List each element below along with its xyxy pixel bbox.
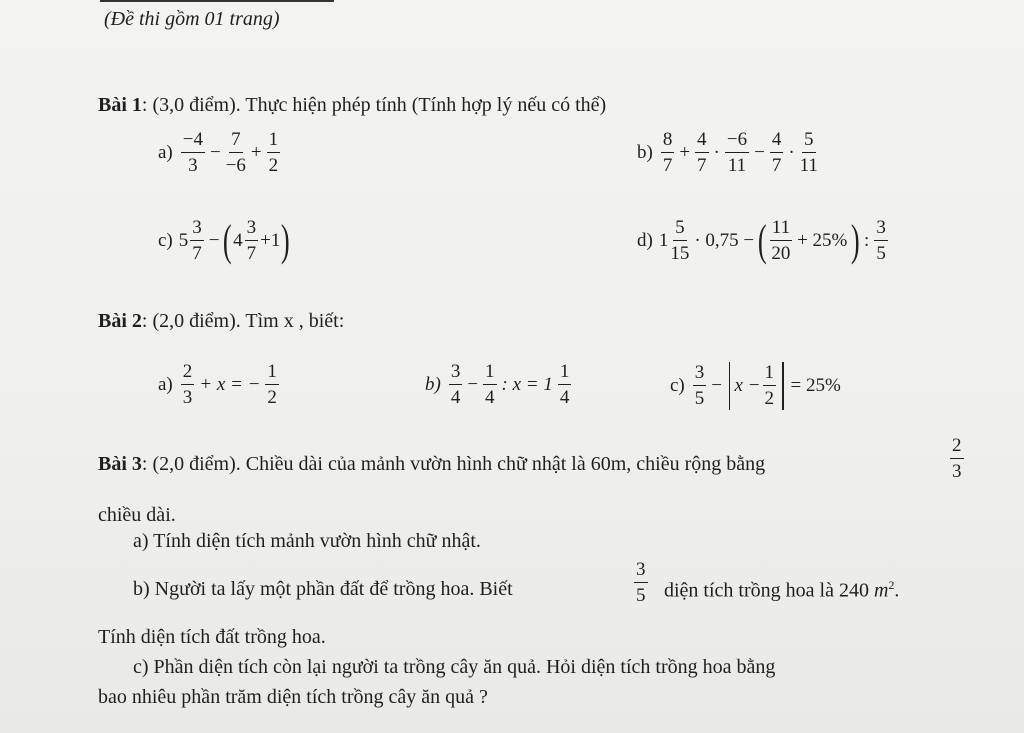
bai3-b-fraction [632, 560, 650, 606]
bai3-b-line2: Tính diện tích đất trồng hoa. [98, 626, 326, 648]
bai3-fraction [948, 436, 966, 482]
fraction: $\frac{1}{4}$ [559, 361, 570, 408]
fraction: $\frac{3}{5}$ [876, 217, 886, 264]
bai3-title-text: : (2,0 điểm). Chiều dài của mảnh vườn hình chữ nhật là 60m, chiều rộng bằng [141, 453, 766, 475]
bai1-a: a) $\frac{-4}{3}$ − $\frac{7}{-6}$ + $\frac{1}{2}$ [158, 129, 279, 176]
bai2-c: c) $\frac{3}{5}$ − x − $\frac{1}{2}$ = 25% [670, 362, 841, 409]
fraction: $\frac{2}{3}$ [952, 435, 962, 482]
fraction: $\frac{1}{2}$ [764, 362, 774, 409]
bai1-b-label: b) [637, 141, 653, 163]
bai3-c-line1: c) Phần diện tích còn lại người ta trồng cây ăn quả. Hỏi diện tích trồng hoa bằng [133, 656, 776, 678]
fraction: $\frac{3}{7}$ [192, 217, 202, 264]
bai1-label: Bài 1 [98, 94, 142, 116]
fraction: $\frac{3}{4}$ [450, 361, 461, 408]
fraction: $\frac{1}{2}$ [267, 361, 277, 408]
bai1-c-label: c) [158, 229, 173, 251]
abs-bar-right [782, 362, 784, 410]
fraction: $\frac{-6}{11}$ [726, 129, 748, 176]
fraction: $\frac{3}{5}$ [636, 559, 646, 606]
bai1-title-text: : (3,0 điểm). Thực hiện phép tính (Tính hợp lý nếu có thể) [141, 94, 607, 116]
fraction: $\frac{8}{7}$ [662, 129, 673, 176]
bai3-label: Bài 3 [98, 453, 142, 475]
fraction: $\frac{4}{7}$ [697, 129, 707, 176]
fraction: $\frac{4}{7}$ [771, 129, 782, 176]
bai1-b: b) $\frac{8}{7}$ + $\frac{4}{7}$ · $\frac{-6}{11}$ − $\frac{4}{7}$ · $\frac{5}{11}$ [637, 129, 818, 176]
bai1-c: c) 5 $\frac{3}{7}$ − ( 4 $\frac{3}{7}$ +1 ) [158, 215, 291, 265]
fraction: $\frac{2}{3}$ [182, 361, 193, 408]
bai2-a-label: a) [158, 373, 173, 395]
bai2-title [98, 310, 344, 333]
fraction: $\frac{-4}{3}$ [182, 129, 203, 176]
bai1-a-label: a) [158, 141, 173, 163]
bai1-title [98, 94, 606, 117]
bai2-b: b) $\frac{3}{4}$ − $\frac{1}{4}$ : x = 1 $\frac{1}{4}$ [425, 361, 570, 408]
bai3-a: a) Tính diện tích mảnh vườn hình chữ nhật. [133, 530, 481, 552]
page-count-note: (Đề thi gồm 01 trang) [104, 8, 280, 30]
fraction: $\frac{11}{20}$ [771, 217, 791, 264]
fraction: $\frac{1}{4}$ [485, 361, 495, 408]
bai3-c-line2: bao nhiêu phần trăm diện tích trồng cây ăn quả ? [98, 686, 488, 708]
bai2-a: a) $\frac{2}{3}$ + x = − $\frac{1}{2}$ [158, 361, 277, 408]
bai2-title-text: : (2,0 điểm). Tìm x , biết: [141, 310, 345, 332]
fraction: $\frac{1}{2}$ [268, 129, 279, 176]
bai3-title [98, 453, 765, 476]
fraction: $\frac{5}{11}$ [799, 129, 818, 176]
fraction: $\frac{5}{15}$ [670, 217, 690, 264]
bai3-line2: chiều dài. [98, 504, 176, 526]
fraction: $\frac{3}{5}$ [694, 362, 705, 409]
bai1-d-label: d) [637, 229, 653, 251]
bai2-label: Bài 2 [98, 310, 142, 332]
abs-bar-left [729, 362, 731, 410]
bai3-b: b) Người ta lấy một phần đất để trồng hoa. Biết [133, 578, 513, 600]
fraction: $\frac{7}{-6}$ [225, 129, 246, 176]
bai3-b-rest: diện tích trồng hoa là 240 $m^2$. [664, 578, 900, 602]
header-rule [100, 0, 334, 2]
bai2-c-label: c) [670, 375, 685, 396]
bai2-b-label: b) [425, 373, 441, 395]
bai1-d: d) 1 $\frac{5}{15}$ · 0,75 − ( $\frac{11}{20}$ + 25% ) : $\frac{3}{5}$ [637, 215, 886, 265]
fraction: $\frac{3}{7}$ [246, 217, 257, 264]
